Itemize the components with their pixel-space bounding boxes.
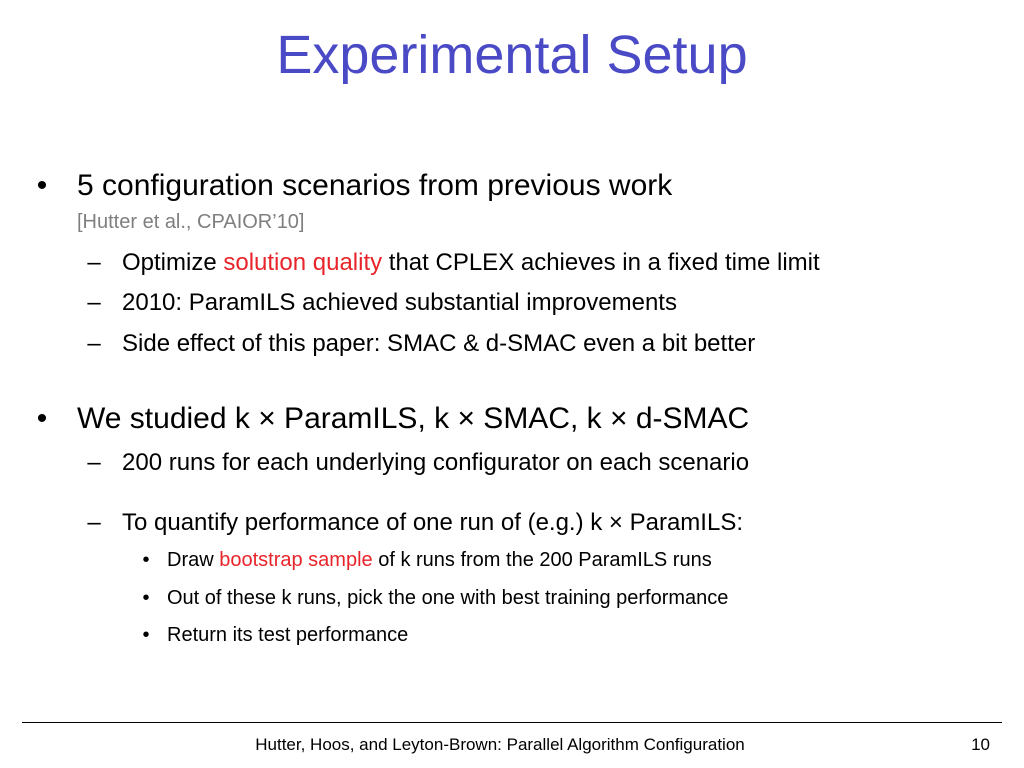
sub-bullet-text: Side effect of this paper: SMAC & d-SMAC even a bit better [122,330,756,357]
sub-sub-bullet-text: Out of these k runs, pick the one with best training performance [167,587,729,609]
citation-reference: [Hutter et al., CPAIOR’10] [77,211,305,233]
bullet-text: 5 configuration scenarios from previous work [77,169,673,202]
dash-marker: – [87,289,101,316]
small-bullet-marker: • [142,587,150,609]
slide-title: Experimental Setup [276,25,748,85]
sub-bullet-text: 2010: ParamILS achieved substantial improvements [122,289,677,316]
bullet-marker: • [36,169,48,202]
dash-marker: – [87,449,101,476]
sub-bullet-text: 200 runs for each underlying configurator on each scenario [122,449,750,476]
highlighted-term: bootstrap sample [219,549,373,571]
small-bullet-marker: • [142,549,150,571]
dash-marker: – [87,330,101,357]
sub-sub-bullet-text: Draw bootstrap sample of k runs from the 200 ParamILS runs [167,549,712,571]
page-number: 10 [971,735,990,754]
footer-citation: Hutter, Hoos, and Leyton-Brown: Parallel Algorithm Configuration [255,735,745,754]
highlighted-term: solution quality [223,249,383,276]
small-bullet-marker: • [142,624,150,646]
sub-bullet-text: To quantify performance of one run of (e.g.) k × ParamILS: [122,509,743,536]
bullet-marker: • [36,402,48,435]
dash-marker: – [87,509,101,536]
sub-bullet-text: Optimize solution quality that CPLEX achieves in a fixed time limit [122,249,820,276]
sub-sub-bullet-text: Return its test performance [167,624,409,646]
bullet-text: We studied k × ParamILS, k × SMAC, k × d-SMAC [77,402,750,435]
dash-marker: – [87,249,101,276]
footer-divider [22,722,1002,723]
